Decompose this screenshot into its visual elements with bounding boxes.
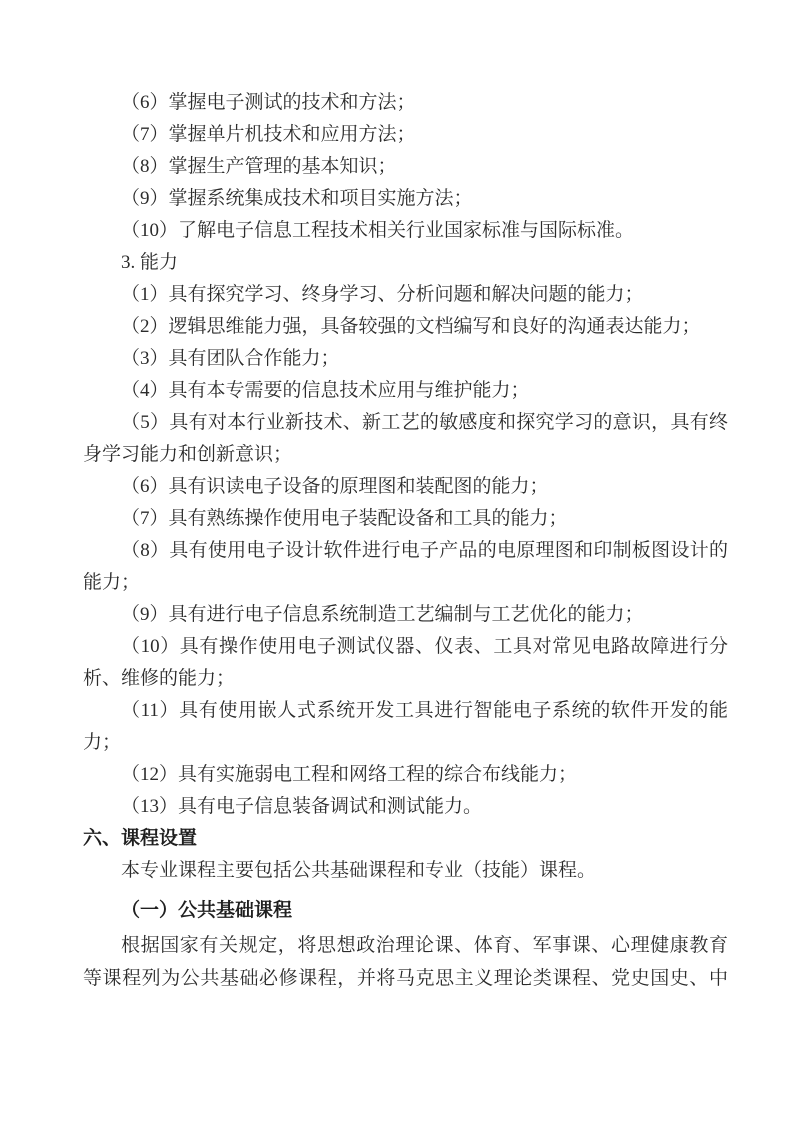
ability-item-3: （3）具有团队合作能力； [121,348,340,369]
ability-item-12: （12）具有实施弱电工程和网络工程的综合布线能力； [121,764,578,785]
ability-item-5: （5）具有对本行业新技术、新工艺的敏感度和探究学习的意识，具有终身学习能力和创新意识； [83,412,728,465]
knowledge-item-10: （10）了解电子信息工程技术相关行业国家标准与国际标准。 [121,220,635,241]
ability-item-13: （13）具有电子信息装备调试和测试能力。 [121,796,483,817]
ability-item-11: （11）具有使用嵌人式系统开发工具进行智能电子系统的软件开发的能力； [83,700,728,753]
ability-item-10: （10）具有操作使用电子测试仪器、仪表、工具对常见电路故障进行分析、维修的能力； [83,636,728,689]
ability-item-6: （6）具有识读电子设备的原理图和装配图的能力； [121,476,549,497]
ability-item-8: （8）具有使用电子设计软件进行电子产品的电原理图和印制板图设计的能力； [83,540,728,593]
knowledge-item-9: （9）掌握系统集成技术和项目实施方法； [121,188,473,209]
knowledge-item-6: （6）掌握电子测试的技术和方法； [121,92,416,113]
subsection-heading-public-basic-courses: （一）公共基础课程 [121,900,293,921]
section-heading-curriculum: 六、课程设置 [83,828,198,849]
ability-item-4: （4）具有本专需要的信息技术应用与维护能力； [121,380,530,401]
knowledge-item-7: （7）掌握单片机技术和应用方法； [121,124,416,145]
ability-item-7: （7）具有熟练操作使用电子装配设备和工具的能力； [121,508,568,529]
ability-heading: 3. 能力 [121,252,179,273]
ability-item-2: （2）逻辑思维能力强，具备较强的文档编写和良好的沟通表达能力； [121,316,701,337]
section-intro: 本专业课程主要包括公共基础课程和专业（技能）课程。 [121,860,597,881]
ability-item-1: （1）具有探究学习、终身学习、分析问题和解决问题的能力； [121,284,644,305]
subsection-paragraph: 根据国家有关规定，将思想政治理论课、体育、军事课、心理健康教育等课程列为公共基础必修课程，并将马克思主义理论类课程、党史国史、中 [83,935,728,989]
ability-item-9: （9）具有进行电子信息系统制造工艺编制与工艺优化的能力； [121,604,644,625]
knowledge-item-8: （8）掌握生产管理的基本知识； [121,156,397,177]
